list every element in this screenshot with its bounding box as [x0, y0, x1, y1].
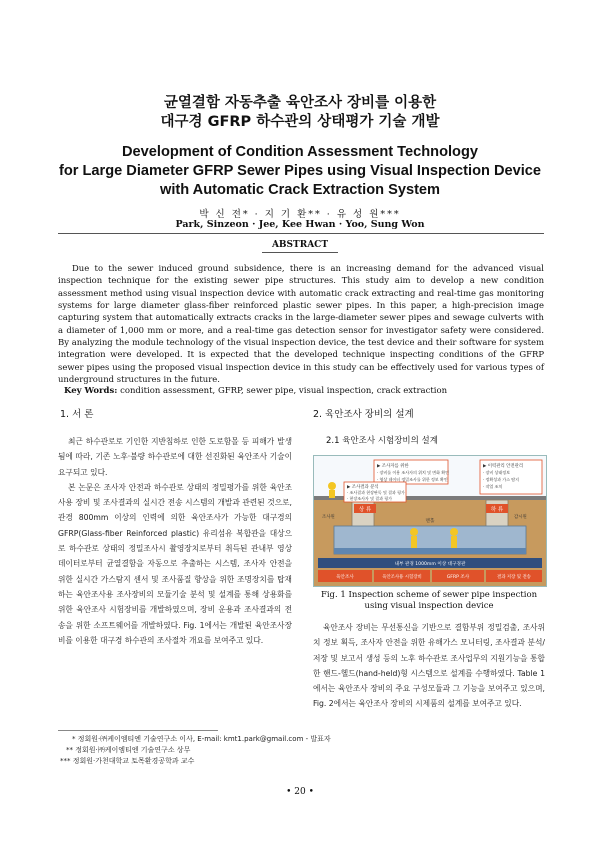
worker-3-head [328, 482, 336, 490]
footnote-1: * 정회원·㈜케이엠티엔 기술연구소 이사, E-mail: kmt1.park@gmail.com - 발표자 [72, 735, 331, 743]
figure-1-caption [313, 590, 545, 612]
figure-1-illustration [314, 456, 546, 586]
worker-1-body [411, 536, 417, 548]
bottom-step-2-label: 육안조사용 시험장비 [382, 575, 422, 580]
authors-english: Park, Sinzeon · Jee, Kee Hwan · Yoo, Sung Won [175, 219, 425, 230]
keywords-list: condition assessment, GFRP, sewer pipe, visual inspection, crack extraction [120, 386, 448, 396]
worker-1-head [410, 528, 418, 536]
title-korean-line-1: 균열결함 자동추출 육안조사 장비를 이용한 [163, 95, 437, 111]
section-2-body [313, 620, 545, 712]
figure-1-caption-line-2: using visual inspection device [364, 601, 494, 611]
footnotes [60, 734, 340, 767]
side-label-investigator: 조사원 [322, 515, 335, 520]
page-number: • 20 • [286, 787, 314, 797]
footnote-3: *** 정회원·가천대학교 토목환경공학과 교수 [60, 757, 195, 765]
section-1-paragraph-2: 본 논문은 조사자 안전과 하수관로 상태의 정밀평가를 위한 육안조사용 장비 및 조사결과의 실시간 전송 시스템의 개발과 관련된 것으로, 관경 800mm 이상의 인력에 의한 육안조사가 가능한 대구경의 GFRP(Glass-fiber Reinforced plastic) 유리섬유 복합관을 대상으로 하수관로 상태의 정밀조사시 촬영장치로부터 취득된 관내부 영상 데이터로부터 균열결함을 자동으로 추출하는 시스템, 조사자 안전을 위한 실시간 가스탐지 센서 및 조사품질 향상을 위한 조명장치를 탑재하는 육안조사용 조사장비의 모듈기술 분석 및 설계를 통해 상용화를 위한 육안조사 시험장비를 개발하였으며, 장비 운용과 조사결과의 전송을 위한 소프트웨어를 개발하였다. Fig. 1에서는 개발된 육안조사장비를 이용한 대구경 하수관의 조사절차 개요를 보여주고 있다. [58, 482, 292, 645]
worker-2-body [451, 536, 457, 548]
info-box-right-line-1: ▶ 이력관리 안전관리 [483, 464, 524, 469]
manhole-label: 맨홀 [425, 519, 435, 524]
title-rule [58, 233, 544, 234]
downstream-label: 하 류 [490, 507, 504, 513]
bottom-bar-1-label: 내부 관경 1000mm 이상 대구경관 [394, 562, 466, 567]
info-box-left-line-1: ▶ 조사결과 분석 [347, 485, 379, 490]
footnote-2: ** 정회원·㈜케이엠티엔 기술연구소 상무 [66, 746, 191, 754]
abstract-text: Due to the sewer induced ground subsidence, there is an increasing demand for the advanced visual inspection technique for the existing sewer pipe structures. This study aim to develop a new condition assessment method using visual inspection device with automatic crack extracting and real-time gas monitoring systems for large diameter glass-fiber reinforced plastic sewer pipes. In this paper, a high-precision image capturing system that automatically extracts cracks in the large-diameter sewer pipes and sewage culverts with a diameter of 1,000 mm or more, and a real-time gas detection sensor for investigator safety were considered. By analyzing the module technology of the visual inspection device, the test device and their software for system integration were developed. It is expected that the developed technique inspecting conditions of the GFRP sewer pipes using the proposed visual inspection device in this study can be effectively used for various types of underground structures in the future. [58, 263, 544, 385]
info-box-top-line-3: · 영상 데이터 정밀조사를 위한 정보 확인 [377, 477, 448, 482]
section-2-paragraph-1: 육안조사 장비는 무선통신을 기반으로 결함부위 정밀검출, 조사위치 정보 획득, 조사자 안전을 위한 유해가스 모니터링, 조사결과 분석/저장 및 보고서 생성 등의 노후 하수관로 조사업무의 지원기능을 통합한 핸드-헬드(hand-held)형 시스템으로 설계를 수행하였다. Table 1에서는 육안조사 장비의 주요 구성모듈과 그 기능을 보여주고 있으며, Fig. 2에서는 육안조사 장비의 시제품의 설계를 보여주고 있다. [313, 623, 545, 709]
bottom-step-4-label: 결과 저장 및 전송 [497, 575, 531, 580]
info-box-top-line-1: ▶ 조사자를 위한 [377, 464, 409, 469]
section-1-paragraph-1: 최근 하수관로로 기인한 지반침하로 인한 도로함몰 등 피해가 발생됨에 따라, 기존 노후·불량 하수관로에 대한 선진화된 육안조사 기술이 요구되고 있다. [58, 437, 292, 477]
footnote-rule [58, 730, 218, 731]
title-english-line-2: for Large Diameter GFRP Sewer Pipes using Visual Inspection Device [58, 163, 542, 179]
info-box-left-line-2: · 조사결과 현장판독 및 결과 평가 [347, 490, 405, 495]
abstract-heading-rule [262, 252, 338, 253]
section-1-heading: 1. 서 론 [60, 409, 94, 420]
side-label-monitor: 감시원 [514, 515, 527, 520]
info-box-right-line-3: · 정확성과 가스 탐지 [483, 477, 519, 482]
abstract-heading: ABSTRACT [271, 240, 329, 250]
title-english-line-1: Development of Condition Assessment Technology [122, 144, 478, 160]
bottom-step-1-label: 육안조사 [336, 575, 354, 580]
figure-1-caption-line-1: Fig. 1 Inspection scheme of sewer pipe inspection [320, 590, 538, 600]
figure-1-inspection-scheme [313, 455, 547, 587]
section-1-body [58, 434, 292, 648]
title-english-line-3: with Automatic Crack Extraction System [159, 182, 441, 198]
worker-2-head [450, 528, 458, 536]
title-korean-line-2: 대구경 GFRP 하수관의 상태평가 기술 개발 [160, 114, 440, 130]
upstream-label: 상 류 [358, 507, 372, 513]
keywords-label: Key Words: [64, 386, 118, 396]
worker-3-body [329, 490, 335, 498]
info-box-right-line-2: · 장비 상태정보 [483, 470, 510, 475]
authors-korean: 박 신 전* · 지 기 환** · 유 성 원*** [199, 209, 401, 220]
section-2-heading: 2. 육안조사 장비의 설계 [313, 409, 414, 420]
info-box-left-line-3: · 현장조사자 및 결과 평가 [347, 496, 392, 501]
keywords [64, 386, 544, 396]
section-2-1-subheading: 2.1 육안조사 시험장비의 설계 [326, 436, 438, 446]
info-box-right-line-4: · 작업 조치 [483, 484, 503, 489]
bottom-step-3-label: GFRP 조사 [446, 575, 470, 580]
sewer-water [334, 548, 526, 554]
info-box-top-line-2: · 장비를 이용 조사자의 위치 및 변화 확인 [377, 470, 449, 475]
